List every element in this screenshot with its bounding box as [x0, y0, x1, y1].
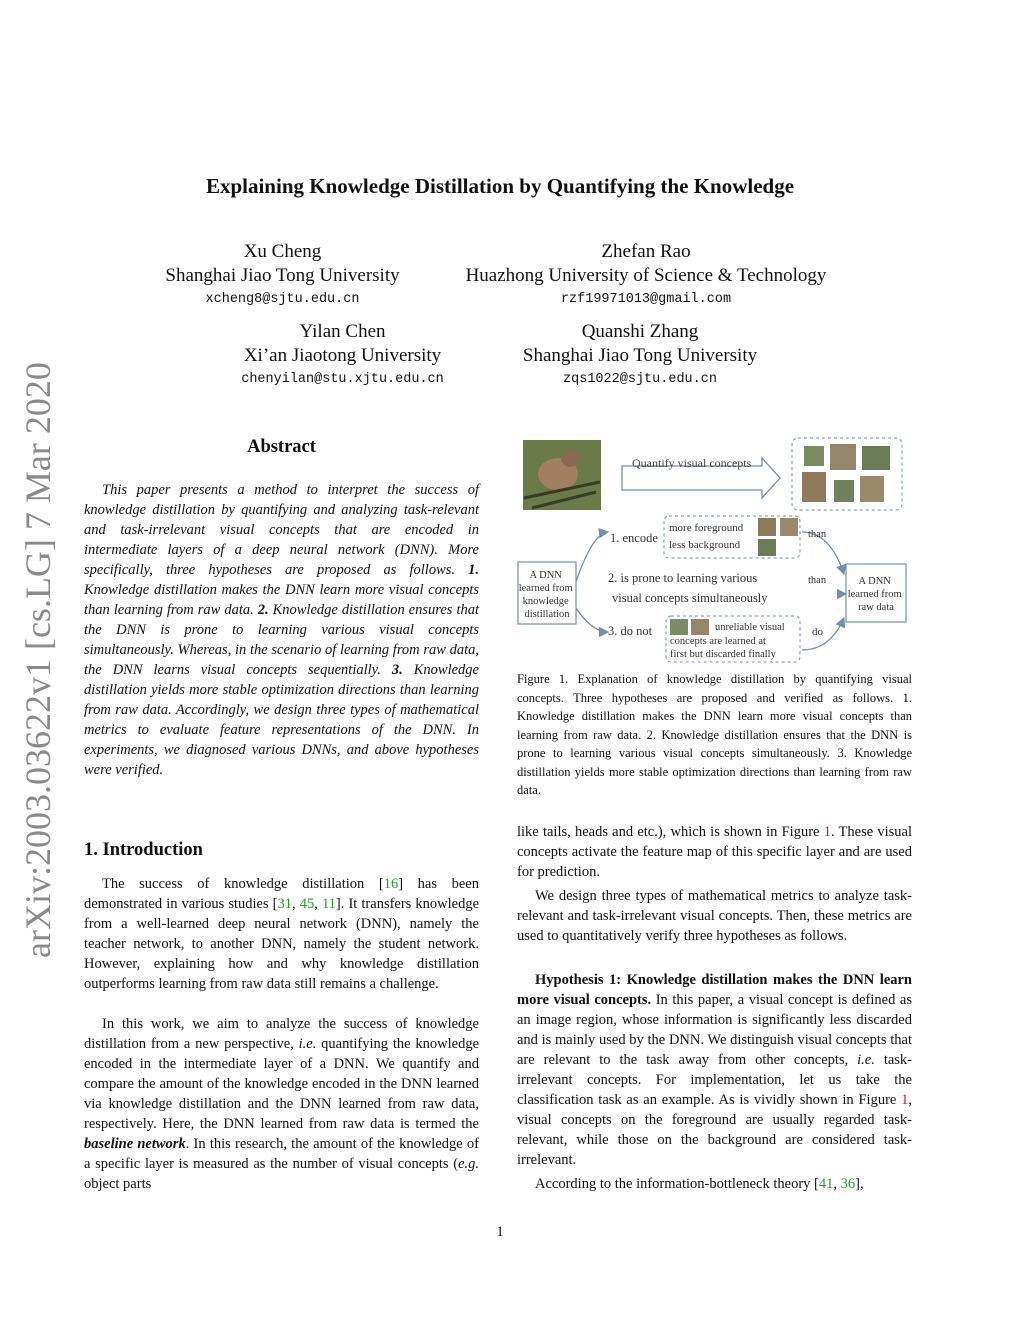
author-affiliation: Huazhong University of Science & Technology — [465, 265, 827, 286]
author-email: chenyilan@stu.xjtu.edu.cn — [241, 372, 444, 387]
concept-tiles — [792, 438, 902, 510]
author-name: Zhefan Rao — [601, 241, 691, 262]
author-name: Xu Cheng — [243, 241, 322, 262]
author-block — [200, 320, 485, 392]
citation-link[interactable]: 16 — [383, 876, 399, 892]
body-paragraph: Hypothesis 1: Knowledge distillation makes the DNN learn more visual concepts. In this paper, a visual concept is defined as an image region, whose information is significantly less discarded and is mainly used by the DNN. We distinguish visual concepts that are relevant to the task away from other concepts, i.e. task-irrelevant concepts. For implementation, let us take the classification task as an example. As is vividly shown in Figure 1, visual concepts on the foreground are usually regarded task-relevant, while those on the background are considered task-irrelevant. — [517, 972, 913, 1168]
author-affiliation: Xi’an Jiaotong University — [243, 345, 442, 366]
page-number: 1 — [496, 1224, 504, 1240]
left-dnn-label: A DNN learned from knowledge distillation — [518, 570, 573, 620]
author-affiliation: Shanghai Jiao Tong University — [165, 265, 400, 286]
right-dnn-label: A DNN learned from raw data — [847, 576, 902, 613]
figure-1 — [512, 432, 912, 664]
citation-link[interactable]: 31 — [277, 896, 293, 912]
figure-ref-link[interactable]: 1 — [823, 824, 831, 840]
author-block — [140, 240, 425, 312]
citation-link[interactable]: 11 — [321, 896, 336, 912]
body-paragraph: We design three types of mathematical metrics to analyze task-relevant and task-irrelevant visual concepts. Then, these metrics are used to quantitatively verify three hypotheses as follows. — [517, 888, 912, 944]
author-block — [490, 320, 790, 392]
citation-link[interactable]: 45 — [299, 896, 315, 912]
do-label: do — [812, 626, 823, 638]
body-paragraph: According to the information-bottleneck theory [41, 36], — [535, 1176, 864, 1192]
author-email: xcheng8@sjtu.edu.cn — [205, 292, 360, 307]
author-name: Yilan Chen — [299, 321, 386, 342]
author-email: rzf19971013@gmail.com — [560, 292, 732, 307]
step3-label: 3. do not — [608, 624, 653, 638]
step1-box-text: more foreground less background — [669, 522, 744, 551]
citation-link[interactable]: 41 — [818, 1176, 834, 1192]
abstract-text: This paper presents a method to interpret the success of knowledge distillation by quantifying and analyzing task-relevant and task-irrelevant visual concepts that are encoded in intermediate layers of a deep neural network (DNN). More specifically, three hypotheses are proposed as follows. 1. Knowledge distillation makes the DNN learn more visual concepts than learning from raw data. 2. Knowledge distillation ensures that the DNN is prone to learning various visual concepts simultaneously. Whereas, in the scenario of learning from raw data, the DNN learns visual concepts sequentially. 3. Knowledge distillation yields more stable optimization directions than learning from raw data. Accordingly, we design three types of mathematical metrics to evaluate feature representations of the DNN. In experiments, we diagnosed various DNNs, and above hypotheses were verified. — [84, 482, 480, 778]
step1-label: 1. encode — [610, 531, 658, 545]
abstract-heading: Abstract — [247, 437, 316, 457]
paper-title: Explaining Knowledge Distillation by Quantifying the Knowledge — [205, 174, 795, 198]
citation-link[interactable]: 36 — [840, 1176, 856, 1192]
body-paragraph: like tails, heads and etc.), which is shown in Figure 1. These visual concepts activate the feature map of this specific layer and are used for prediction. — [517, 824, 912, 880]
intro-paragraph: The success of knowledge distillation [16] has been demonstrated in various studies [31, 45, 11]. It transfers knowledge from a well-learned deep neural network (DNN), namely the teacher network, to another DNN, namely the student network. However, explaining how and why knowledge distillation outperforms learning from raw data still remains a challenge. — [84, 876, 480, 992]
arxiv-stamp — [6, 360, 66, 960]
author-block — [446, 240, 846, 312]
figure-caption: Figure 1. Explanation of knowledge distillation by quantifying visual concepts. Three hypotheses are proposed and verified as follows. 1. Knowledge distillation makes the DNN learn more visual concepts than learning from raw data. 2. Knowledge distillation ensures that the DNN is prone to learning various visual concepts simultaneously. 3. Knowledge distillation yields more stable optimization directions than learning from raw data. — [517, 672, 912, 797]
introduction-heading: 1. Introduction — [84, 840, 203, 860]
bird-photo — [523, 440, 601, 510]
arrow-label: Quantify visual concepts — [632, 456, 752, 470]
figure-ref-link[interactable]: 1 — [901, 1092, 909, 1108]
than-label: than — [808, 575, 827, 586]
author-email: zqs1022@sjtu.edu.cn — [563, 372, 717, 387]
author-name: Quanshi Zhang — [581, 321, 699, 342]
than-label: than — [808, 529, 827, 540]
arxiv-stamp-text: arXiv:2003.03622v1 [cs.LG] 7 Mar 2020 — [18, 362, 58, 958]
hypothesis-1-heading: Hypothesis 1: Knowledge distillation makes the DNN learn more visual concepts. — [517, 972, 912, 1008]
intro-paragraph: In this work, we aim to analyze the success of knowledge distillation from a new perspective, i.e. quantifying the knowledge encoded in the intermediate layer of a DNN. We quantify and compare the amount of the knowledge encoded in the DNN learned via knowledge distillation and the DNN learned from raw data, respectively. Here, the DNN learned from raw data is termed the baseline network. In this research, the amount of the knowledge of a specific layer is measured as the number of visual concepts (e.g. object parts — [84, 1016, 479, 1192]
step2-label: 2. is prone to learning various visual concepts simultaneously — [608, 571, 768, 605]
step3-box-text: unreliable visual concepts are learned at first but discarded finally — [670, 622, 785, 660]
author-affiliation: Shanghai Jiao Tong University — [522, 345, 758, 366]
